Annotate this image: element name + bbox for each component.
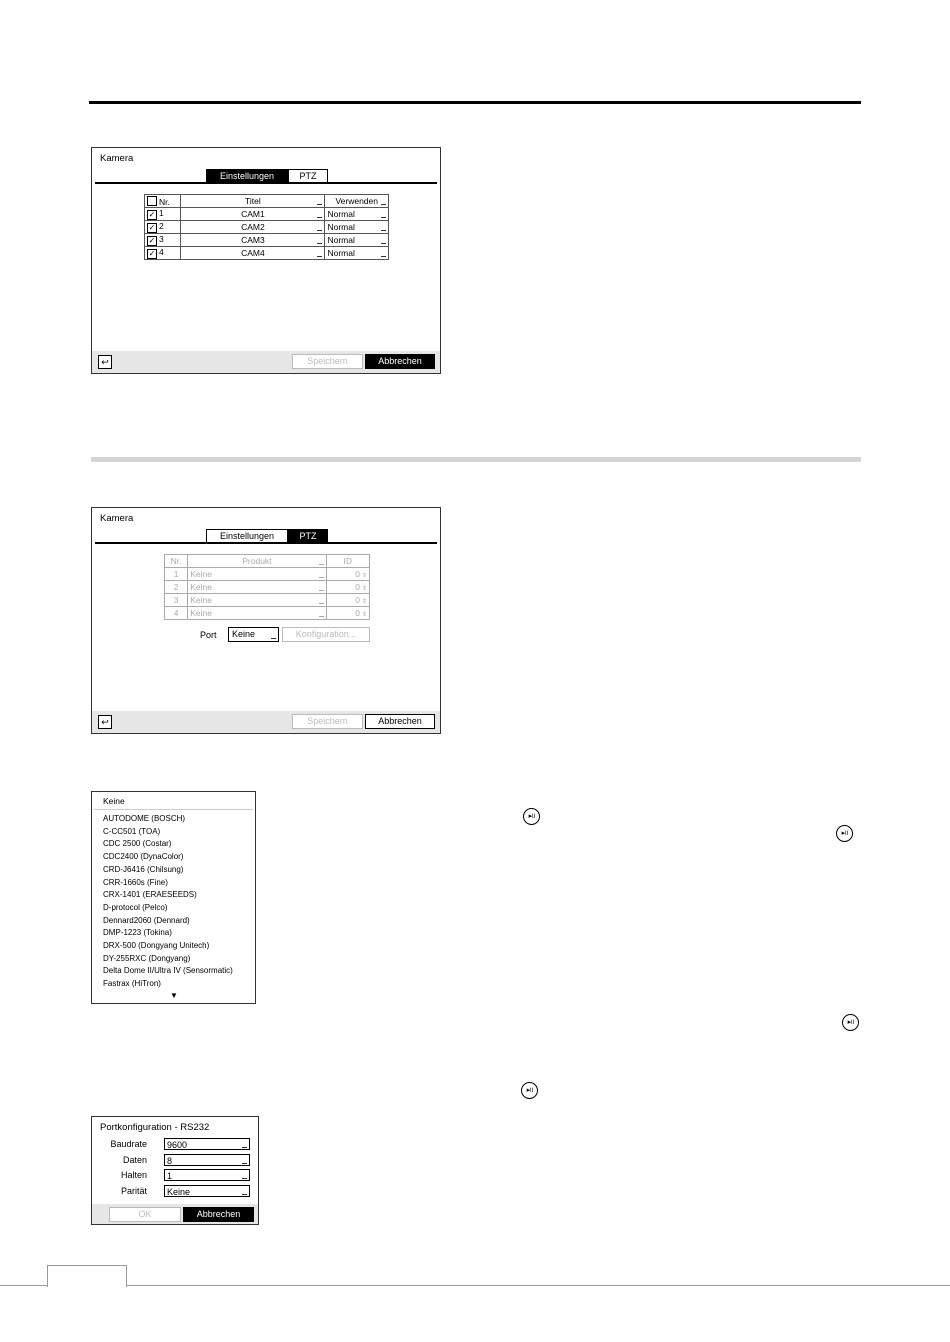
table-row: [165, 594, 370, 607]
selected-product[interactable]: Keine: [103, 796, 125, 806]
select-all-header[interactable]: [145, 195, 181, 208]
nr-header: Nr.: [165, 555, 188, 568]
port-label: Port: [200, 630, 217, 640]
data-label: Daten: [122, 1155, 147, 1165]
top-rule: [89, 101, 861, 104]
table-row: [165, 607, 370, 620]
row-nr: 1: [159, 208, 164, 218]
data-dropdown[interactable]: 8: [164, 1154, 250, 1166]
id-spinner[interactable]: [326, 568, 369, 581]
table-row: [145, 221, 389, 234]
list-item[interactable]: C-CC501 (TOA): [103, 826, 161, 836]
play-pause-button-icon: ▸॥: [521, 1082, 538, 1099]
ok-button[interactable]: OK: [109, 1207, 181, 1222]
dialog-footer: [92, 711, 440, 733]
spinner-arrows-icon[interactable]: ⇕: [361, 599, 367, 605]
product-list-panel: [91, 791, 256, 1004]
camera-settings-dialog: [91, 147, 441, 374]
id-value: 0: [355, 608, 360, 618]
list-item[interactable]: AUTODOME (BOSCH): [103, 814, 186, 823]
play-pause-button-icon: ▸॥: [836, 825, 853, 842]
play-pause-button-icon: ▸॥: [523, 808, 540, 825]
row-nr: 1: [165, 568, 188, 581]
table-row: [165, 581, 370, 594]
list-item[interactable]: D-protocol (Pelco): [103, 902, 168, 912]
product-dropdown[interactable]: Keine: [188, 581, 326, 594]
tab-ptz[interactable]: PTZ: [288, 529, 328, 542]
stop-dropdown[interactable]: 1: [164, 1169, 250, 1181]
save-button[interactable]: Speichern: [292, 354, 363, 369]
use-dropdown[interactable]: Normal: [325, 247, 389, 260]
dialog-footer: [92, 1204, 258, 1224]
baudrate-dropdown[interactable]: 9600: [164, 1138, 250, 1150]
row-nr: 4: [159, 247, 164, 257]
product-dropdown[interactable]: Keine: [188, 594, 326, 607]
cancel-button[interactable]: Abbrechen: [183, 1207, 254, 1222]
id-value: 0: [355, 595, 360, 605]
back-arrow-icon[interactable]: ↩: [98, 715, 112, 729]
select-all-checkbox[interactable]: [147, 196, 157, 206]
camera-title-field[interactable]: CAM3: [181, 234, 325, 247]
use-dropdown[interactable]: Normal: [325, 234, 389, 247]
id-header: ID: [326, 555, 369, 568]
list-item[interactable]: CDC2400 (DynaColor): [103, 852, 184, 862]
product-list: [103, 813, 233, 991]
list-separator: [94, 809, 253, 810]
row-nr: 4: [165, 607, 188, 620]
use-header[interactable]: Verwenden: [325, 195, 389, 208]
tab-einstellungen[interactable]: Einstellungen: [206, 529, 288, 542]
play-pause-button-icon: ▸॥: [842, 1014, 859, 1031]
checkbox-checked-icon[interactable]: ✓: [148, 236, 156, 245]
row-nr: 3: [165, 594, 188, 607]
parity-label: Parität: [120, 1186, 147, 1196]
spinner-arrows-icon[interactable]: ⇕: [361, 573, 367, 579]
table-row: [145, 234, 389, 247]
table-row: [165, 568, 370, 581]
cancel-button[interactable]: Abbrechen: [365, 714, 435, 729]
dialog-footer: [92, 351, 440, 373]
list-item[interactable]: DMP-1223 (Tokina): [103, 928, 172, 938]
table-row: [145, 247, 389, 260]
list-item[interactable]: CRR-1660s (Fine): [103, 877, 168, 887]
row-nr: 2: [165, 581, 188, 594]
camera-ptz-dialog: [91, 507, 441, 734]
list-item[interactable]: Fastrax (HiTron): [103, 979, 161, 989]
checkbox-checked-icon[interactable]: ✓: [148, 223, 156, 232]
use-dropdown[interactable]: Normal: [325, 208, 389, 221]
camera-title-field[interactable]: CAM1: [181, 208, 325, 221]
triangle-down-icon[interactable]: ▼: [170, 991, 178, 1000]
product-dropdown[interactable]: Keine: [188, 568, 326, 581]
checkbox-checked-icon[interactable]: ✓: [148, 249, 156, 258]
id-value: 0: [355, 569, 360, 579]
data-row: [92, 1154, 252, 1167]
product-header[interactable]: Produkt: [188, 555, 326, 568]
table-header-row: [165, 555, 370, 568]
spinner-arrows-icon[interactable]: ⇕: [361, 586, 367, 592]
dialog-title: Kamera: [100, 513, 134, 524]
use-dropdown[interactable]: Normal: [325, 221, 389, 234]
dialog-title: Portkonfiguration - RS232: [100, 1122, 210, 1133]
dialog-title: Kamera: [100, 153, 134, 164]
list-item[interactable]: Delta Dome II/Ultra IV (Sensormatic): [103, 966, 233, 976]
tab-ptz[interactable]: PTZ: [288, 169, 328, 182]
id-spinner[interactable]: [326, 594, 369, 607]
id-spinner[interactable]: [326, 581, 369, 594]
tab-einstellungen[interactable]: Einstellungen: [206, 169, 288, 182]
baudrate-row: [92, 1138, 252, 1151]
save-button[interactable]: Speichern: [292, 714, 363, 729]
bottom-rule: [0, 1285, 950, 1286]
tab-underline: [95, 542, 437, 544]
list-item[interactable]: CDC 2500 (Costar): [103, 839, 172, 849]
section-divider: [91, 457, 861, 462]
baudrate-label: Baudrate: [110, 1139, 147, 1149]
title-header[interactable]: Titel: [181, 195, 325, 208]
page-number-tab: [47, 1265, 127, 1287]
spinner-arrows-icon[interactable]: ⇕: [361, 612, 367, 618]
product-dropdown[interactable]: Keine: [188, 607, 326, 620]
list-item[interactable]: DRX-500 (Dongyang Unitech): [103, 941, 210, 951]
parity-dropdown[interactable]: Keine: [164, 1185, 250, 1197]
list-item[interactable]: Dennard2060 (Dennard): [103, 915, 190, 925]
table-row: [145, 208, 389, 221]
parity-row: [92, 1185, 252, 1198]
camera-title-field[interactable]: CAM4: [181, 247, 325, 260]
row-nr: 2: [159, 221, 164, 231]
ptz-table: [164, 554, 370, 620]
stop-row: [92, 1169, 252, 1182]
table-header-row: [145, 195, 389, 208]
stop-label: Halten: [120, 1170, 147, 1180]
configuration-button[interactable]: Konfiguration...: [282, 627, 370, 642]
cancel-button[interactable]: Abbrechen: [365, 354, 435, 369]
id-value: 0: [355, 582, 360, 592]
camera-table: [144, 194, 389, 260]
checkbox-checked-icon[interactable]: ✓: [148, 210, 156, 219]
list-item[interactable]: CRX-1401 (ERAESEEDS): [103, 890, 197, 900]
id-spinner[interactable]: [326, 607, 369, 620]
port-dropdown[interactable]: Keine: [228, 627, 279, 642]
camera-title-field[interactable]: CAM2: [181, 221, 325, 234]
nr-header: Nr.: [159, 196, 170, 207]
row-nr: 3: [159, 234, 164, 244]
list-item[interactable]: DY-255RXC (Dongyang): [103, 953, 191, 963]
port-config-dialog: [91, 1116, 259, 1225]
list-item[interactable]: CRD-J6416 (Chilsung): [103, 864, 184, 874]
back-arrow-icon[interactable]: ↩: [98, 355, 112, 369]
tab-underline: [95, 182, 437, 184]
